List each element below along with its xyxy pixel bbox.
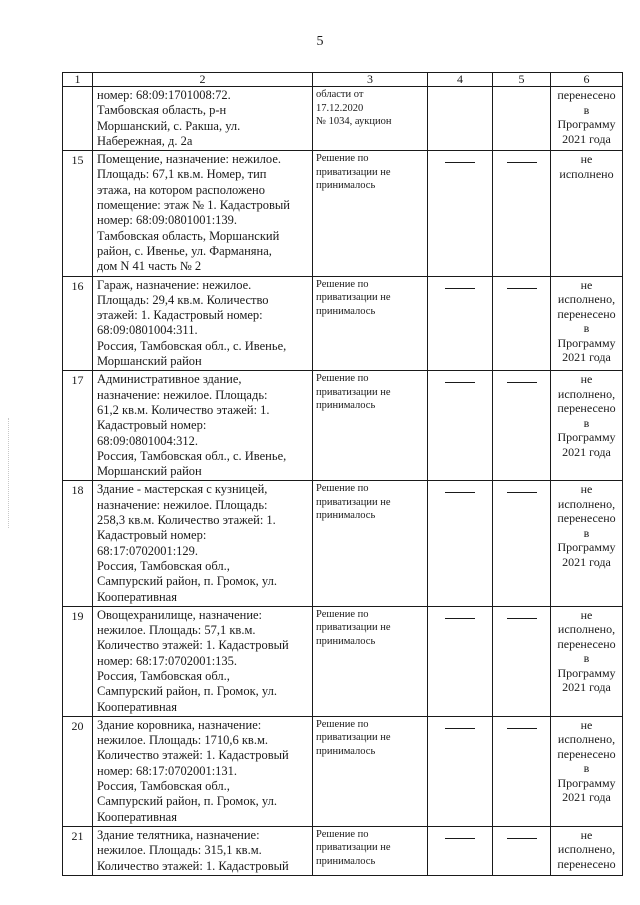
row-number: 19 <box>63 606 93 716</box>
execution-status: не исполнено <box>551 151 623 276</box>
execution-status: не исполнено, перенесено в Программу 2021 года <box>551 371 623 481</box>
privatization-decision: области от 17.12.2020 № 1034, аукцион <box>313 87 428 151</box>
column-5-cell <box>493 276 551 371</box>
execution-status: не исполнено, перенесено в Программу 2021 года <box>551 481 623 606</box>
dash-mark <box>507 492 537 493</box>
column-5-cell <box>493 716 551 826</box>
table-row <box>63 151 623 276</box>
dash-mark <box>445 838 475 839</box>
scan-margin-mark <box>8 418 10 528</box>
dash-mark <box>445 288 475 289</box>
column-4-cell <box>428 606 493 716</box>
column-4-cell <box>428 371 493 481</box>
privatization-decision: Решение по приватизации не принималось <box>313 151 428 276</box>
column-5-cell <box>493 151 551 276</box>
dash-mark <box>507 618 537 619</box>
dash-mark <box>445 492 475 493</box>
object-description: Помещение, назначение: нежилое. Площадь: 67,1 кв.м. Номер, тип этажа, на котором расположено помещение: этаж № 1. Кадастровый номер: 68:09:0801001:139. Тамбовская область, Моршанский район, с. Ивенье, ул. Фарманяна, дом N 41 часть № 2 <box>93 151 313 276</box>
column-header: 3 <box>313 73 428 87</box>
table-row <box>63 276 623 371</box>
dash-mark <box>445 162 475 163</box>
object-description: Здание телятника, назначение: нежилое. Площадь: 315,1 кв.м. Количество этажей: 1. Кадастровый <box>93 826 313 875</box>
column-4-cell <box>428 276 493 371</box>
column-5-cell <box>493 481 551 606</box>
privatization-decision: Решение по приватизации не принималось <box>313 481 428 606</box>
column-header: 1 <box>63 73 93 87</box>
column-4-cell <box>428 151 493 276</box>
dash-mark <box>445 382 475 383</box>
column-5-cell <box>493 606 551 716</box>
column-4-cell <box>428 826 493 875</box>
object-description: Гараж, назначение: нежилое. Площадь: 29,4 кв.м. Количество этажей: 1. Кадастровый номер: 68:09:0801004:311. Россия, Тамбовская обл., с. Ивенье, Моршанский район <box>93 276 313 371</box>
row-number: 18 <box>63 481 93 606</box>
page-number: 5 <box>316 34 324 49</box>
row-number: 21 <box>63 826 93 875</box>
privatization-decision: Решение по приватизации не принималось <box>313 606 428 716</box>
row-number: 20 <box>63 716 93 826</box>
object-description: номер: 68:09:1701008:72. Тамбовская область, р-н Моршанский, с. Ракша, ул. Набережная, д. 2а <box>93 87 313 151</box>
column-header: 5 <box>493 73 551 87</box>
table-row <box>63 826 623 875</box>
column-5-cell <box>493 87 551 151</box>
privatization-table <box>62 72 623 876</box>
column-4-cell <box>428 87 493 151</box>
table-row <box>63 87 623 151</box>
column-4-cell <box>428 481 493 606</box>
table-header-row <box>63 73 623 87</box>
dash-mark <box>507 162 537 163</box>
object-description: Овощехранилище, назначение: нежилое. Площадь: 57,1 кв.м. Количество этажей: 1. Кадастровый номер: 68:17:0702001:135. Россия, Тамбовская обл., Сампурский район, п. Громок, ул. Кооперативная <box>93 606 313 716</box>
execution-status: не исполнено, перенесено в Программу 2021 года <box>551 276 623 371</box>
privatization-decision: Решение по приватизации не принималось <box>313 371 428 481</box>
object-description: Здание - мастерская с кузницей, назначение: нежилое. Площадь: 258,3 кв.м. Количество этажей: 1. Кадастровый номер: 68:17:0702001:129. Россия, Тамбовская обл., Сампурский район, п. Громок, ул. Кооперативная <box>93 481 313 606</box>
column-header: 4 <box>428 73 493 87</box>
dash-mark <box>507 728 537 729</box>
column-4-cell <box>428 716 493 826</box>
row-number: 17 <box>63 371 93 481</box>
column-header: 2 <box>93 73 313 87</box>
row-number: 16 <box>63 276 93 371</box>
column-header: 6 <box>551 73 623 87</box>
execution-status: не исполнено, перенесено в Программу 2021 года <box>551 716 623 826</box>
dash-mark <box>445 728 475 729</box>
column-5-cell <box>493 371 551 481</box>
object-description: Здание коровника, назначение: нежилое. Площадь: 1710,6 кв.м. Количество этажей: 1. Кадастровый номер: 68:17:0702001:131. Россия, Тамбовская обл., Сампурский район, п. Громок, ул. Кооперативная <box>93 716 313 826</box>
table-row <box>63 716 623 826</box>
row-number: 15 <box>63 151 93 276</box>
object-description: Административное здание, назначение: нежилое. Площадь: 61,2 кв.м. Количество этажей: 1. Кадастровый номер: 68:09:0801004:312. Россия, Тамбовская обл., с. Ивенье, Моршанский район <box>93 371 313 481</box>
dash-mark <box>507 288 537 289</box>
table-row <box>63 481 623 606</box>
row-number <box>63 87 93 151</box>
execution-status: не исполнено, перенесено <box>551 826 623 875</box>
privatization-decision: Решение по приватизации не принималось <box>313 716 428 826</box>
execution-status: не исполнено, перенесено в Программу 2021 года <box>551 606 623 716</box>
dash-mark <box>507 382 537 383</box>
table-row <box>63 606 623 716</box>
dash-mark <box>507 838 537 839</box>
execution-status: перенесено в Программу 2021 года <box>551 87 623 151</box>
dash-mark <box>445 618 475 619</box>
privatization-decision: Решение по приватизации не принималось <box>313 276 428 371</box>
privatization-decision: Решение по приватизации не принималось <box>313 826 428 875</box>
column-5-cell <box>493 826 551 875</box>
table-row <box>63 371 623 481</box>
